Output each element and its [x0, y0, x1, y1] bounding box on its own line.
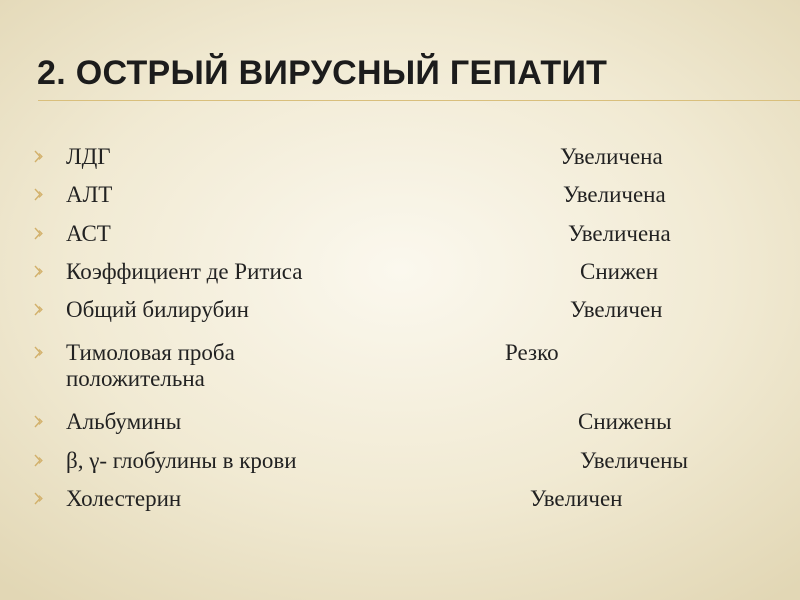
item-label: АСТ	[66, 221, 111, 246]
ornate-bullet-icon	[33, 150, 45, 163]
item-value: Увеличена	[568, 221, 671, 246]
item-label: Альбумины	[66, 409, 182, 434]
ornate-bullet-icon	[33, 227, 45, 240]
item-value: Увеличен	[570, 297, 663, 322]
ornate-bullet-icon	[33, 303, 45, 316]
item-label: Общий билирубин	[66, 297, 249, 322]
item-value: Увеличен	[530, 486, 623, 511]
item-value: Резко	[505, 340, 559, 365]
item-value: Увеличена	[560, 144, 663, 169]
item-value: Увеличена	[563, 182, 666, 207]
ornate-bullet-icon	[33, 492, 45, 505]
ornate-bullet-icon	[33, 188, 45, 201]
ornate-bullet-icon	[33, 265, 45, 278]
ornate-bullet-icon	[33, 346, 45, 359]
item-label: Холестерин	[66, 486, 182, 511]
item-value: Снижен	[580, 259, 659, 284]
item-label: Коэффициент де Ритиса	[66, 259, 303, 284]
ornate-bullet-icon	[33, 415, 45, 428]
item-label: АЛТ	[66, 182, 113, 207]
ornate-bullet-icon	[33, 454, 45, 467]
item-label: Тимоловая проба	[66, 340, 235, 365]
item-value: Снижены	[578, 409, 672, 434]
item-label: ЛДГ	[66, 144, 111, 169]
item-label-continuation: положительна	[66, 366, 205, 391]
item-label: β, γ- глобулины в крови	[66, 448, 297, 473]
slide-title: 2. ОСТРЫЙ ВИРУСНЫЙ ГЕПАТИТ	[37, 54, 608, 92]
item-value: Увеличены	[580, 448, 688, 473]
